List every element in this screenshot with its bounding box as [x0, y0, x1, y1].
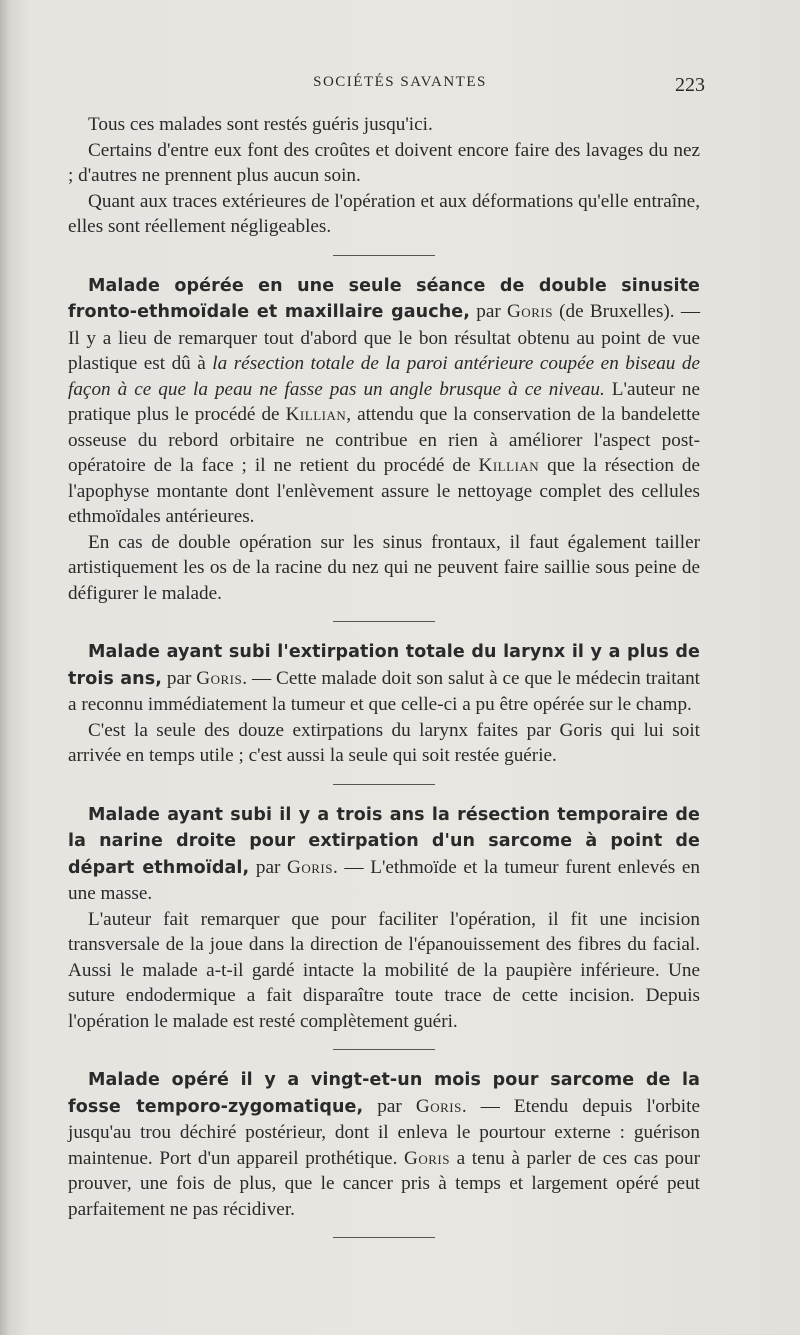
- section-divider: [333, 621, 435, 622]
- section-heading: Malade opérée en une seule séance de double sinusite fronto-ethmoïdale et maxillaire gauche,: [68, 275, 700, 322]
- section-heading: Malade ayant subi l'extirpation totale du larynx il y a plus de trois ans,: [68, 642, 700, 689]
- paragraph: En cas de double opération sur les sinus frontaux, il faut également tailler artistiquement les os de la racine du nez qui ne peuvent faire saillie sous peine de défigurer le malade.: [68, 531, 700, 604]
- page-number: 223: [675, 74, 705, 96]
- author-name: Goris: [506, 301, 553, 322]
- paragraph: Certains d'entre eux font des croûtes et doivent encore faire des lavages du nez ; d'autres ne prennent plus aucun soin.: [68, 139, 700, 186]
- emphasis: la résection totale de la paroi antérieure coupée en biseau de façon à ce que la peau ne fasse pas un angle brusque à ce niveau.: [68, 353, 701, 400]
- section-paragraph: Malade opérée en une seule séance de double sinusite fronto-ethmoïdale et maxillaire gauche, par Goris (de Bruxelles). — Il y a lieu de remarquer tout d'abord que le bon résultat obtenu au point de vue plastique est dû à la résection totale de la paroi antérieure coupée en biseau de façon à ce que la peau ne fasse pas un angle brusque à ce niveau. L'auteur ne pratique plus le procédé de Killian, attendu que la conservation de la bandelette osseuse du rebord orbitaire ne contribue en rien à améliorer l'aspect post-opératoire de la face ; il ne retient du procédé de Killian que la résection de l'apophyse montante dont l'enlèvement assure le nettoyage complet des cellules ethmoïdales antérieures.: [68, 275, 701, 527]
- section-heading: Malade opéré il y a vingt-et-un mois pour sarcome de la fosse temporo-zygomatique,: [68, 1070, 700, 1117]
- section-paragraph: Malade ayant subi l'extirpation totale du larynx il y a plus de trois ans, par Goris. — Cette malade doit son salut à ce que le médecin traitant a reconnu immédiatement la tumeur et que celle-ci a pu être opérée sur le champ.: [68, 642, 701, 715]
- person-name: Killian: [478, 455, 540, 476]
- author-name: Goris: [196, 667, 243, 689]
- running-title: SOCIÉTÉS SAVANTES: [313, 74, 487, 90]
- section-divider: [333, 1237, 435, 1238]
- running-head: [0, 74, 800, 94]
- paragraph: Quant aux traces extérieures de l'opération et aux déformations qu'elle entraîne, elles sont réellement négligeables.: [68, 190, 700, 237]
- author-name: Goris: [287, 856, 333, 878]
- paragraph: Tous ces malades sont restés guéris jusqu'ici.: [88, 114, 433, 135]
- section-divider: [333, 255, 435, 256]
- section-paragraph: Malade opéré il y a vingt-et-un mois pour sarcome de la fosse temporo-zygomatique, par Goris. — Etendu depuis l'orbite jusqu'au trou déchiré postérieur, dont il enleva le pourtour externe : guérison maintenue. Port d'un appareil prothétique. Goris a tenu à parler de ces cas pour prouver, une fois de plus, que le cancer pris à temps et largement opéré peut parfaitement ne pas récidiver.: [68, 1070, 701, 1220]
- paragraph: C'est la seule des douze extirpations du larynx faites par Goris qui lui soit arrivée en temps utile ; c'est aussi la seule qui soit restée guérie.: [68, 719, 700, 766]
- section-divider: [333, 784, 435, 785]
- body-text: [68, 112, 700, 1255]
- author-name: Goris: [404, 1147, 450, 1169]
- author-name: Goris: [415, 1095, 462, 1117]
- paragraph: L'auteur fait remarquer que pour faciliter l'opération, il fit une incision transversale de la joue dans la direction de l'épanouissement des fibres du facial. Aussi le malade a-t-il gardé intacte la mobilité de la paupière inférieure. Une suture endodermique a fait disparaître toute trace de cette incision. Depuis l'opération le malade est resté complètement guéri.: [68, 908, 700, 1032]
- section-heading: Malade ayant subi il y a trois ans la résection temporaire de la narine droite pour extirpation d'un sarcome à point de départ ethmoïdal,: [68, 804, 700, 878]
- section-divider: [333, 1049, 435, 1050]
- section-paragraph: Malade ayant subi il y a trois ans la résection temporaire de la narine droite pour extirpation d'un sarcome à point de départ ethmoïdal, par Goris. — L'ethmoïde et la tumeur furent enlevés en une masse.: [68, 804, 700, 904]
- person-name: Killian: [285, 404, 347, 425]
